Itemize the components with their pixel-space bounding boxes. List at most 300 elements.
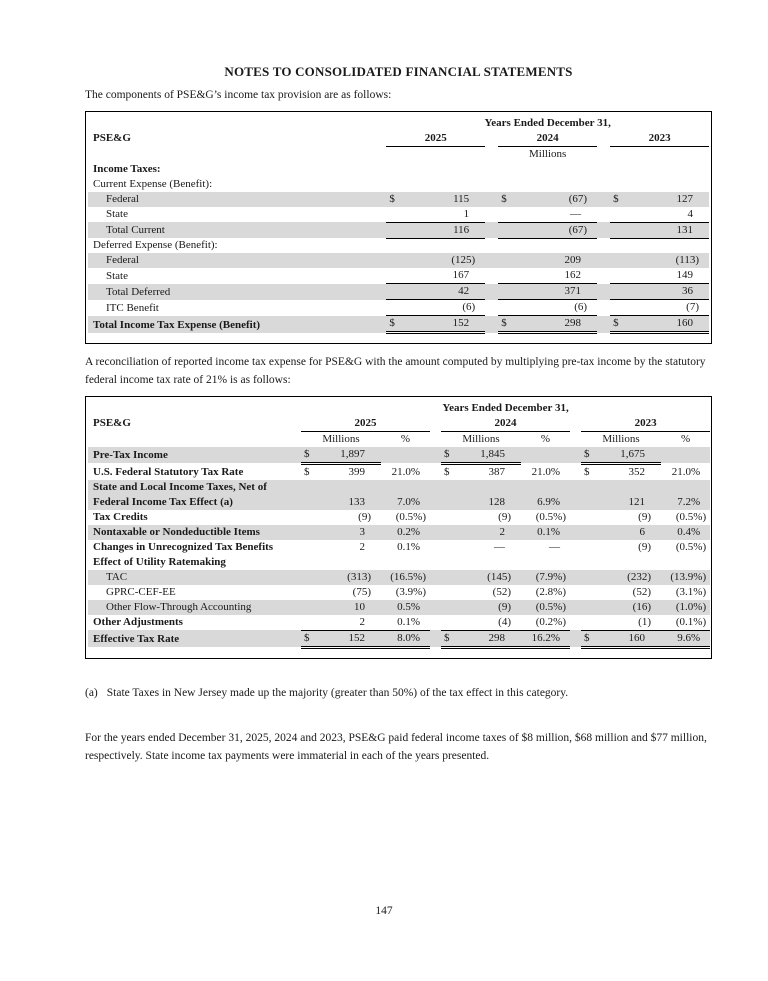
currency-cell: $ bbox=[301, 630, 315, 647]
reconciliation-paragraph: A reconciliation of reported income tax expense for PSE&G with the amount computed by multiplying pre-tax income by the statutory federal income tax rate of 21% is as follows: bbox=[85, 356, 706, 387]
currency-cell bbox=[301, 480, 315, 510]
percent-cell: 6.9% bbox=[521, 480, 570, 510]
row-label: Changes in Unrecognized Tax Benefits bbox=[93, 540, 274, 553]
currency-cell bbox=[610, 207, 626, 223]
column-gap bbox=[430, 630, 441, 647]
amount-cell: (145) bbox=[455, 570, 521, 585]
column-gap bbox=[430, 570, 441, 585]
amount-cell: (9) bbox=[455, 600, 521, 615]
percent-cell: (0.5%) bbox=[535, 510, 566, 523]
amount-cell: (52) bbox=[492, 585, 511, 598]
intro-paragraph: The components of PSE&G’s income tax provision are as follows: bbox=[85, 89, 392, 101]
amount-cell: (313) bbox=[315, 570, 381, 585]
unit-label: Millions bbox=[529, 147, 567, 160]
column-gap bbox=[430, 463, 441, 480]
column-gap bbox=[485, 284, 498, 300]
currency-cell bbox=[441, 570, 455, 585]
currency-cell: $ bbox=[444, 465, 450, 478]
column-gap bbox=[570, 480, 581, 510]
amount-cell: — bbox=[494, 540, 505, 553]
amount-cell: 131 bbox=[626, 222, 709, 238]
amount-cell: (9) bbox=[638, 540, 651, 553]
column-gap bbox=[570, 555, 581, 570]
percent-label: % bbox=[400, 432, 411, 445]
percent-cell: 0.1% bbox=[397, 540, 420, 553]
amount-cell bbox=[626, 177, 709, 192]
column-gap bbox=[597, 238, 610, 253]
amount-cell: (4) bbox=[455, 615, 521, 631]
row-label: Other Flow-Through Accounting bbox=[88, 600, 301, 615]
row-label: Other Adjustments bbox=[93, 616, 183, 629]
amount-cell: 387 bbox=[488, 465, 505, 478]
percent-cell: (2.8%) bbox=[535, 585, 566, 598]
column-gap bbox=[597, 131, 610, 147]
percent-cell: — bbox=[549, 540, 560, 553]
column-gap bbox=[570, 463, 581, 480]
currency-cell: $ bbox=[498, 316, 514, 333]
amount-cell: 152 bbox=[403, 316, 486, 333]
currency-cell bbox=[610, 222, 626, 238]
amount-cell: 298 bbox=[455, 630, 521, 647]
currency-cell bbox=[610, 238, 626, 253]
amount-cell: (52) bbox=[632, 585, 651, 598]
table-row bbox=[88, 525, 710, 540]
column-gap bbox=[570, 525, 581, 540]
column-gap bbox=[570, 416, 581, 432]
amount-cell: 209 bbox=[514, 253, 597, 268]
table-row bbox=[88, 284, 709, 300]
year-header: 2023 bbox=[610, 131, 709, 147]
column-gap bbox=[485, 300, 498, 316]
year-header: 2024 bbox=[498, 131, 597, 147]
footnote-a bbox=[85, 685, 712, 703]
row-label: Pre-Tax Income bbox=[88, 447, 301, 464]
row-label: Deferred Expense (Benefit): bbox=[93, 239, 218, 252]
column-gap bbox=[430, 525, 441, 540]
percent-cell: (1.0%) bbox=[661, 600, 710, 615]
column-gap bbox=[430, 416, 441, 432]
currency-cell bbox=[386, 268, 402, 284]
currency-cell: $ bbox=[610, 192, 626, 207]
table-row bbox=[88, 207, 709, 223]
currency-cell bbox=[581, 615, 595, 631]
currency-cell bbox=[498, 253, 514, 268]
currency-cell bbox=[498, 222, 514, 238]
column-gap bbox=[597, 162, 610, 177]
amount-cell: (16) bbox=[595, 600, 661, 615]
entity-label: PSE&G bbox=[93, 132, 131, 145]
amount-cell: (67) bbox=[514, 222, 597, 238]
percent-cell: 16.2% bbox=[521, 630, 570, 647]
amount-cell: (232) bbox=[595, 570, 661, 585]
table-row bbox=[88, 162, 709, 177]
amount-cell: 6 bbox=[595, 525, 661, 540]
column-gap bbox=[570, 615, 581, 631]
column-gap bbox=[570, 630, 581, 647]
row-label: TAC bbox=[88, 570, 301, 585]
currency-cell bbox=[301, 525, 315, 540]
row-label: State bbox=[106, 269, 128, 282]
currency-cell bbox=[610, 177, 626, 192]
amount-cell: 42 bbox=[403, 284, 486, 300]
document-content bbox=[85, 64, 712, 765]
column-gap bbox=[430, 600, 441, 615]
amount-cell: 160 bbox=[595, 630, 661, 647]
column-gap bbox=[570, 510, 581, 525]
amount-cell: (6) bbox=[514, 300, 597, 316]
table-header-row bbox=[88, 131, 709, 147]
amount-cell: 133 bbox=[315, 480, 381, 510]
table-row bbox=[88, 463, 710, 480]
table-row bbox=[88, 555, 710, 570]
percent-cell bbox=[661, 555, 710, 570]
amount-cell bbox=[595, 555, 661, 570]
currency-cell bbox=[301, 510, 315, 525]
currency-cell bbox=[441, 540, 455, 555]
income-tax-components-table bbox=[85, 111, 712, 345]
row-label: Effective Tax Rate bbox=[88, 630, 301, 647]
currency-cell bbox=[581, 525, 595, 540]
amount-cell: 2 bbox=[455, 525, 521, 540]
column-gap bbox=[485, 316, 498, 333]
currency-cell bbox=[581, 480, 595, 510]
amount-cell bbox=[315, 555, 381, 570]
percent-cell: 0.4% bbox=[661, 525, 710, 540]
header-spacer bbox=[88, 116, 386, 131]
amount-cell: (9) bbox=[638, 510, 651, 523]
year-header: 2025 bbox=[301, 416, 430, 432]
table-header-row bbox=[88, 116, 709, 131]
currency-cell bbox=[581, 600, 595, 615]
column-gap bbox=[597, 253, 610, 268]
amount-cell bbox=[514, 238, 597, 253]
currency-cell: $ bbox=[584, 465, 590, 478]
column-gap bbox=[597, 192, 610, 207]
column-gap bbox=[570, 431, 581, 447]
column-gap bbox=[430, 555, 441, 570]
header-spacer bbox=[88, 431, 301, 447]
percent-cell bbox=[521, 447, 570, 464]
amount-cell: 298 bbox=[514, 316, 597, 333]
currency-cell bbox=[581, 585, 595, 600]
percent-cell: 21.0% bbox=[391, 465, 420, 478]
amount-cell: 371 bbox=[514, 284, 597, 300]
column-gap bbox=[485, 177, 498, 192]
table-row bbox=[88, 447, 710, 464]
column-gap bbox=[597, 300, 610, 316]
row-label: Tax Credits bbox=[93, 510, 148, 523]
amount-cell: — bbox=[514, 207, 597, 223]
percent-cell: (3.1%) bbox=[675, 585, 707, 598]
amount-cell: 160 bbox=[626, 316, 709, 333]
amount-cell: 2 bbox=[315, 615, 381, 631]
table-row bbox=[88, 300, 709, 316]
amount-cell: (67) bbox=[514, 192, 597, 207]
currency-cell bbox=[498, 268, 514, 284]
amount-cell: 399 bbox=[348, 465, 365, 478]
currency-cell bbox=[301, 570, 315, 585]
amount-cell: (6) bbox=[403, 300, 486, 316]
amount-cell bbox=[455, 555, 521, 570]
percent-cell: 0.2% bbox=[381, 525, 430, 540]
row-label: State bbox=[106, 208, 128, 221]
amount-cell: 167 bbox=[403, 268, 486, 284]
column-gap bbox=[485, 207, 498, 223]
footnote-text: State Taxes in New Jersey made up the majority (greater than 50%) of the tax effect in this category. bbox=[106, 686, 569, 699]
amount-cell: 10 bbox=[315, 600, 381, 615]
currency-cell bbox=[441, 480, 455, 510]
table-row bbox=[88, 192, 709, 207]
table-row bbox=[88, 222, 709, 238]
currency-cell bbox=[386, 238, 402, 253]
currency-cell bbox=[498, 162, 514, 177]
table-row bbox=[88, 268, 709, 284]
amount-cell: (1) bbox=[595, 615, 661, 631]
column-gap bbox=[570, 585, 581, 600]
currency-cell bbox=[441, 600, 455, 615]
amount-cell bbox=[403, 238, 486, 253]
currency-cell bbox=[301, 615, 315, 631]
currency-cell bbox=[441, 615, 455, 631]
currency-cell bbox=[386, 284, 402, 300]
table-row bbox=[88, 177, 709, 192]
currency-cell bbox=[301, 540, 315, 555]
table-header-row bbox=[88, 431, 710, 447]
currency-cell: $ bbox=[301, 447, 315, 464]
table-row bbox=[88, 615, 710, 631]
column-gap bbox=[430, 431, 441, 447]
amount-cell: 152 bbox=[315, 630, 381, 647]
closing-paragraph: For the years ended December 31, 2025, 2024 and 2023, PSE&G paid federal income taxes of $8 million, $68 million and $77 million, respectively. State income tax payments were immaterial in each of the years presented. bbox=[85, 731, 707, 762]
column-gap bbox=[485, 192, 498, 207]
currency-cell bbox=[386, 253, 402, 268]
column-gap bbox=[597, 284, 610, 300]
column-gap bbox=[485, 131, 498, 147]
row-label: Federal bbox=[88, 253, 386, 268]
percent-cell: 21.0% bbox=[671, 465, 701, 478]
percent-cell: 7.2% bbox=[661, 480, 710, 510]
percent-cell: (0.1%) bbox=[661, 615, 710, 631]
percent-label: % bbox=[680, 432, 691, 445]
income-tax-components-table-grid bbox=[88, 116, 709, 335]
currency-cell bbox=[581, 555, 595, 570]
table-row bbox=[88, 630, 710, 647]
currency-cell bbox=[581, 570, 595, 585]
row-label: GPRC-CEF-EE bbox=[106, 585, 176, 598]
currency-cell: $ bbox=[581, 630, 595, 647]
percent-cell: (3.9%) bbox=[395, 585, 426, 598]
column-gap bbox=[597, 222, 610, 238]
table-row bbox=[88, 540, 710, 555]
row-label: Total Income Tax Expense (Benefit) bbox=[88, 316, 386, 333]
row-label: Nontaxable or Nondeductible Items bbox=[88, 525, 301, 540]
column-gap bbox=[570, 447, 581, 464]
percent-cell bbox=[381, 447, 430, 464]
table-row bbox=[88, 570, 710, 585]
amount-cell: (75) bbox=[352, 585, 371, 598]
column-gap bbox=[430, 540, 441, 555]
currency-cell: $ bbox=[498, 192, 514, 207]
percent-cell bbox=[381, 555, 430, 570]
currency-cell bbox=[610, 268, 626, 284]
currency-cell bbox=[581, 510, 595, 525]
header-spacer bbox=[88, 401, 301, 416]
column-gap bbox=[597, 177, 610, 192]
percent-label: % bbox=[540, 432, 551, 445]
column-gap bbox=[570, 570, 581, 585]
currency-cell bbox=[581, 540, 595, 555]
page-title: NOTES TO CONSOLIDATED FINANCIAL STATEMENTS bbox=[224, 64, 573, 79]
currency-cell bbox=[498, 300, 514, 316]
table-row bbox=[88, 510, 710, 525]
currency-cell bbox=[610, 300, 626, 316]
unit-label: Millions bbox=[322, 432, 360, 445]
amount-cell bbox=[403, 177, 486, 192]
currency-cell bbox=[610, 162, 626, 177]
amount-cell: 149 bbox=[626, 268, 709, 284]
currency-cell bbox=[498, 238, 514, 253]
table-row bbox=[88, 316, 709, 333]
row-label: Effect of Utility Ratemaking bbox=[93, 555, 226, 568]
currency-cell: $ bbox=[581, 447, 595, 464]
amount-cell: 36 bbox=[626, 284, 709, 300]
percent-cell bbox=[521, 555, 570, 570]
amount-cell: 121 bbox=[595, 480, 661, 510]
currency-cell bbox=[301, 555, 315, 570]
currency-cell bbox=[498, 177, 514, 192]
row-label: Total Deferred bbox=[88, 284, 386, 300]
amount-cell: 2 bbox=[359, 540, 365, 553]
percent-cell: (0.5%) bbox=[395, 510, 426, 523]
row-label: ITC Benefit bbox=[106, 301, 159, 314]
footnote-marker: (a) bbox=[85, 686, 98, 699]
period-header: Years Ended December 31, bbox=[484, 116, 611, 129]
row-label: Total Current bbox=[88, 222, 386, 238]
amount-cell: 1,675 bbox=[595, 447, 661, 464]
currency-cell bbox=[498, 284, 514, 300]
percent-cell bbox=[661, 447, 710, 464]
amount-cell: 1,897 bbox=[315, 447, 381, 464]
currency-cell: $ bbox=[610, 316, 626, 333]
table-header-row bbox=[88, 401, 710, 416]
percent-cell: (13.9%) bbox=[661, 570, 710, 585]
currency-cell bbox=[498, 207, 514, 223]
currency-cell: $ bbox=[304, 465, 310, 478]
year-header: 2023 bbox=[581, 416, 710, 432]
percent-cell: (7.9%) bbox=[521, 570, 570, 585]
row-label: State and Local Income Taxes, Net of Federal Income Tax Effect (a) bbox=[88, 480, 301, 510]
table-row bbox=[88, 253, 709, 268]
column-gap bbox=[430, 585, 441, 600]
percent-cell: (0.2%) bbox=[521, 615, 570, 631]
year-header: 2024 bbox=[441, 416, 570, 432]
entity-label: PSE&G bbox=[93, 417, 131, 430]
amount-cell bbox=[514, 162, 597, 177]
unit-label: Millions bbox=[602, 432, 640, 445]
percent-cell: 0.1% bbox=[521, 525, 570, 540]
column-gap bbox=[485, 238, 498, 253]
column-gap bbox=[485, 253, 498, 268]
percent-cell: (16.5%) bbox=[381, 570, 430, 585]
percent-cell: 7.0% bbox=[381, 480, 430, 510]
amount-cell: (7) bbox=[626, 300, 709, 316]
tax-rate-reconciliation-table bbox=[85, 396, 712, 659]
percent-cell: 0.5% bbox=[381, 600, 430, 615]
column-gap bbox=[570, 600, 581, 615]
percent-cell: (0.5%) bbox=[675, 540, 707, 553]
row-label: Income Taxes: bbox=[93, 162, 161, 175]
amount-cell: (9) bbox=[358, 510, 371, 523]
amount-cell bbox=[626, 238, 709, 253]
table-row bbox=[88, 480, 710, 510]
column-gap bbox=[430, 447, 441, 464]
amount-cell bbox=[626, 162, 709, 177]
column-gap bbox=[430, 510, 441, 525]
table-header-row bbox=[88, 416, 710, 432]
column-gap bbox=[597, 268, 610, 284]
amount-cell: 115 bbox=[403, 192, 486, 207]
column-gap bbox=[430, 480, 441, 510]
currency-cell bbox=[441, 510, 455, 525]
amount-cell: 116 bbox=[403, 222, 486, 238]
currency-cell bbox=[441, 585, 455, 600]
tax-rate-reconciliation-table-grid bbox=[88, 401, 710, 649]
row-label: Federal bbox=[88, 192, 386, 207]
amount-cell bbox=[403, 162, 486, 177]
currency-cell bbox=[386, 300, 402, 316]
percent-cell: 8.0% bbox=[381, 630, 430, 647]
currency-cell bbox=[610, 253, 626, 268]
amount-cell: (113) bbox=[626, 253, 709, 268]
amount-cell: (125) bbox=[403, 253, 486, 268]
amount-cell: 3 bbox=[315, 525, 381, 540]
currency-cell bbox=[386, 207, 402, 223]
table-row bbox=[88, 585, 710, 600]
column-gap bbox=[570, 540, 581, 555]
column-gap bbox=[597, 207, 610, 223]
column-gap bbox=[430, 615, 441, 631]
page-number: 147 bbox=[375, 905, 393, 917]
percent-cell: 9.6% bbox=[661, 630, 710, 647]
amount-cell: 1,845 bbox=[455, 447, 521, 464]
currency-cell bbox=[386, 177, 402, 192]
currency-cell bbox=[301, 585, 315, 600]
percent-cell: 0.1% bbox=[381, 615, 430, 631]
currency-cell: $ bbox=[441, 630, 455, 647]
period-header: Years Ended December 31, bbox=[442, 401, 569, 414]
amount-cell: 127 bbox=[626, 192, 709, 207]
row-label: Current Expense (Benefit): bbox=[93, 177, 213, 190]
currency-cell bbox=[610, 284, 626, 300]
amount-cell: 4 bbox=[626, 207, 709, 223]
currency-cell bbox=[301, 600, 315, 615]
amount-cell: 1 bbox=[403, 207, 486, 223]
percent-cell: (0.5%) bbox=[675, 510, 707, 523]
amount-cell: 128 bbox=[455, 480, 521, 510]
column-gap bbox=[597, 316, 610, 333]
currency-cell: $ bbox=[441, 447, 455, 464]
column-gap bbox=[485, 222, 498, 238]
amount-cell: 162 bbox=[514, 268, 597, 284]
amount-cell: (9) bbox=[498, 510, 511, 523]
currency-cell bbox=[441, 525, 455, 540]
table-row bbox=[88, 600, 710, 615]
percent-cell: 21.0% bbox=[531, 465, 560, 478]
currency-cell: $ bbox=[386, 316, 402, 333]
table-row bbox=[88, 238, 709, 253]
header-spacer bbox=[88, 146, 386, 162]
currency-cell bbox=[386, 222, 402, 238]
